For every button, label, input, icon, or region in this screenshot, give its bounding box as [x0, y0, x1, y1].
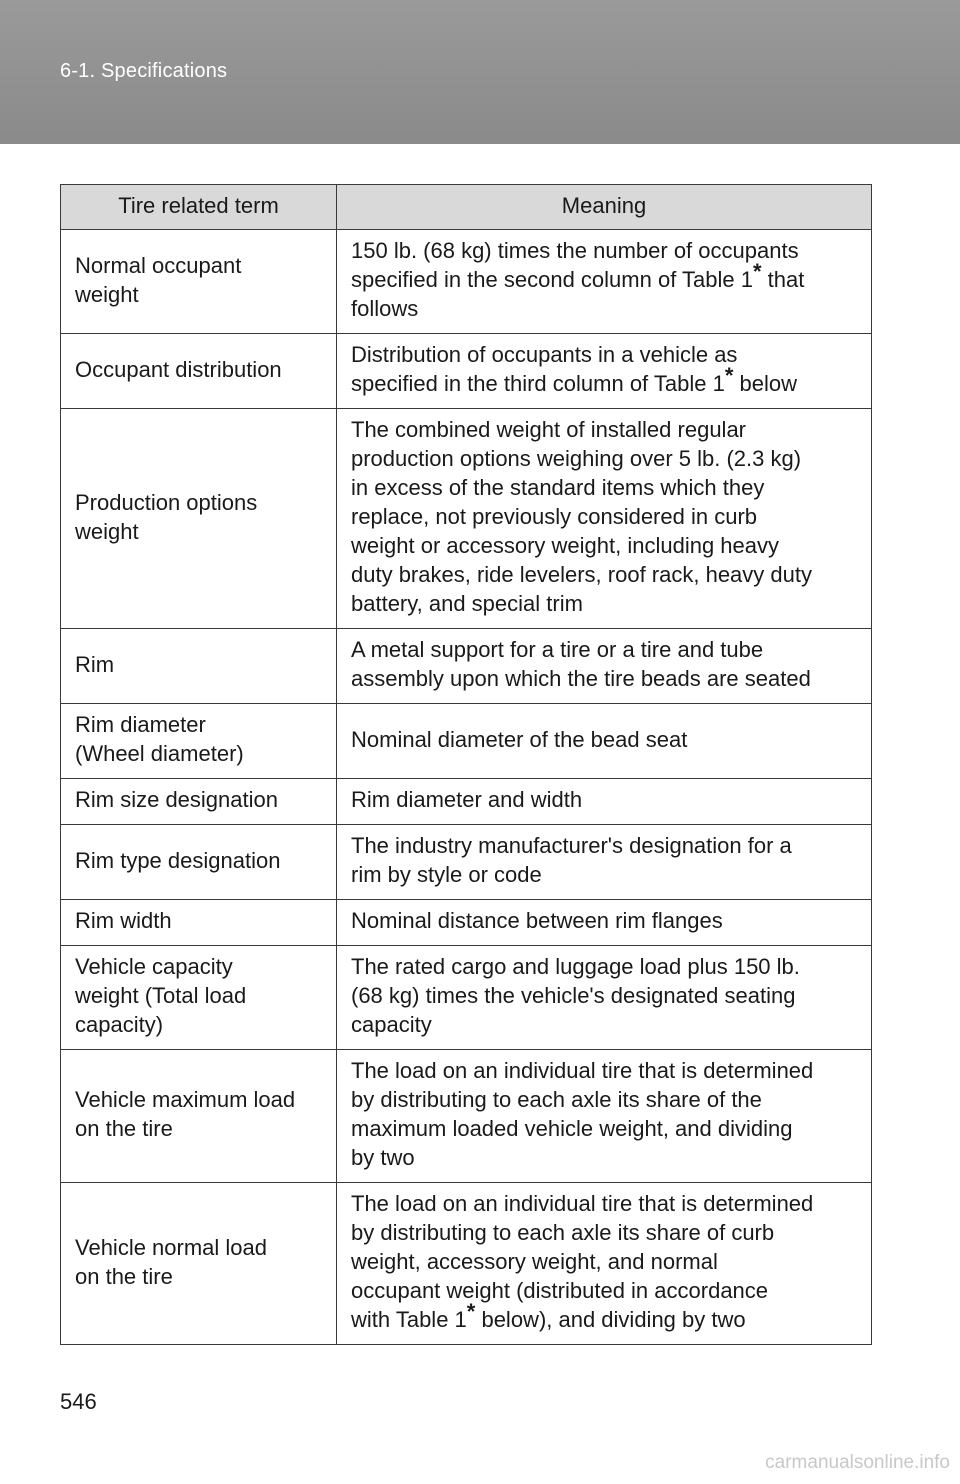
term-cell: Rim type designation — [61, 825, 337, 900]
table-row — [61, 946, 872, 1050]
asterisk-mark: * — [724, 363, 734, 388]
term-cell: Production options weight — [61, 409, 337, 629]
meaning-cell: The industry manufacturer's designation for a rim by style or code — [337, 825, 872, 900]
table-row — [61, 900, 872, 946]
column-header-term: Tire related term — [61, 185, 337, 230]
table-header-row — [61, 185, 872, 230]
table-row — [61, 1050, 872, 1183]
asterisk-mark: * — [466, 1299, 476, 1324]
term-cell: Occupant distribution — [61, 334, 337, 409]
meaning-cell: The load on an individual tire that is determined by distributing to each axle its share of curb weight, accessory weight, and normal occupant weight (distributed in accordance with Table 1* below), and dividing by two — [337, 1183, 872, 1345]
table-row — [61, 825, 872, 900]
site-watermark: carmanualsonline.info — [765, 1452, 950, 1473]
term-cell: Rim width — [61, 900, 337, 946]
meaning-cell: Rim diameter and width — [337, 779, 872, 825]
table-row — [61, 779, 872, 825]
term-cell: Rim diameter (Wheel diameter) — [61, 704, 337, 779]
term-cell: Rim size designation — [61, 779, 337, 825]
term-cell: Vehicle capacity weight (Total load capacity) — [61, 946, 337, 1050]
meaning-cell: Nominal distance between rim flanges — [337, 900, 872, 946]
section-title: 6-1. Specifications — [60, 60, 228, 82]
meaning-cell: A metal support for a tire or a tire and tube assembly upon which the tire beads are seated — [337, 629, 872, 704]
meaning-cell: The rated cargo and luggage load plus 150 lb. (68 kg) times the vehicle's designated seating capacity — [337, 946, 872, 1050]
tire-terms-table — [60, 184, 872, 1345]
table-row — [61, 704, 872, 779]
meaning-cell: Nominal diameter of the bead seat — [337, 704, 872, 779]
term-cell: Normal occupant weight — [61, 230, 337, 334]
page-number: 546 — [60, 1389, 97, 1414]
meaning-cell: The combined weight of installed regular production options weighing over 5 lb. (2.3 kg) in excess of the standard items which they replace, not previously considered in curb weight or accessory weight, including heavy duty brakes, ride levelers, roof rack, heavy duty battery, and special trim — [337, 409, 872, 629]
term-cell: Vehicle maximum load on the tire — [61, 1050, 337, 1183]
term-cell: Vehicle normal load on the tire — [61, 1183, 337, 1345]
meaning-cell: The load on an individual tire that is determined by distributing to each axle its share of the maximum loaded vehicle weight, and dividing by two — [337, 1050, 872, 1183]
column-header-meaning: Meaning — [337, 185, 872, 230]
asterisk-mark: * — [752, 259, 762, 284]
meaning-cell: Distribution of occupants in a vehicle as specified in the third column of Table 1* below — [337, 334, 872, 409]
term-cell: Rim — [61, 629, 337, 704]
table-row — [61, 629, 872, 704]
header-band — [0, 0, 960, 144]
table-row — [61, 409, 872, 629]
table-row — [61, 334, 872, 409]
table-row — [61, 1183, 872, 1345]
table-row — [61, 230, 872, 334]
meaning-cell: 150 lb. (68 kg) times the number of occupants specified in the second column of Table 1* that follows — [337, 230, 872, 334]
